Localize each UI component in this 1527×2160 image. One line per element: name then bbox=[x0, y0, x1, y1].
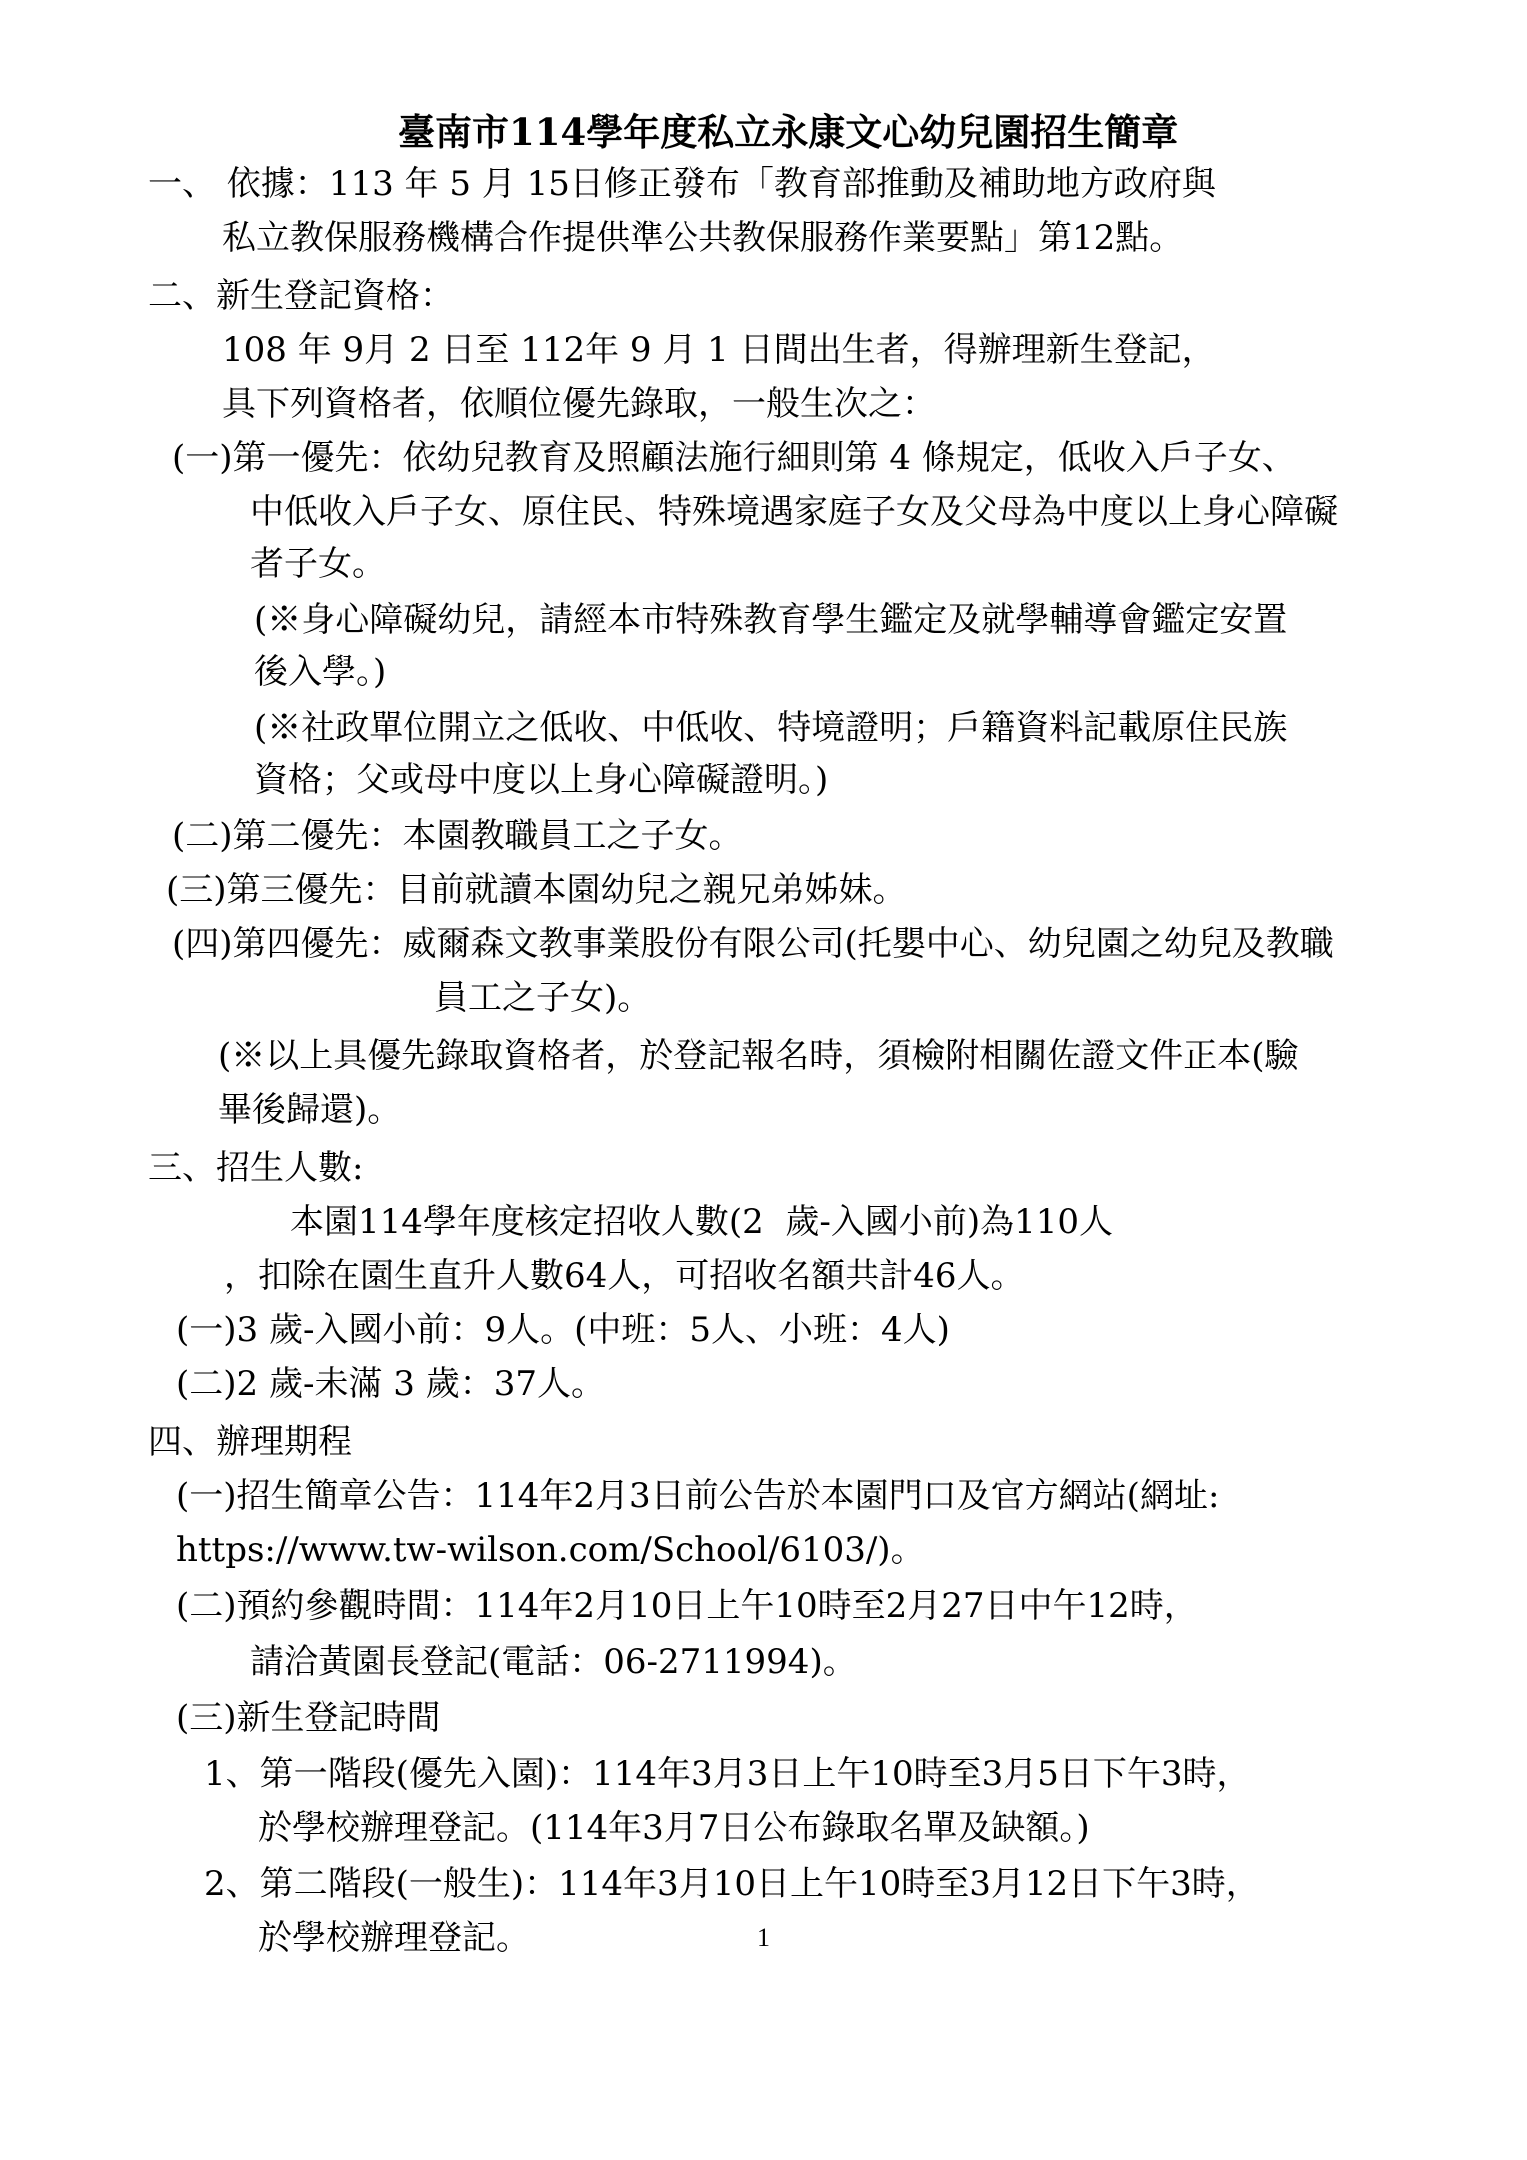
section-1-basis-cont: 私立教保服務機構合作提供準公共教保服務作業要點」第12點。 bbox=[222, 218, 1184, 258]
section-4-heading: 四、辦理期程 bbox=[148, 1422, 352, 1462]
schedule-announcement: (一)招生簡章公告：114年2月3日前公告於本園門口及官方網站(網址: bbox=[176, 1476, 1220, 1516]
registration-stage-1: 1、第一階段(優先入園)：114年3月3日上午10時至3月5日下午3時， bbox=[204, 1754, 1251, 1794]
priority-1-note-1-cont: 後入學。) bbox=[254, 652, 387, 692]
priority-documents-note: (※以上具優先錄取資格者，於登記報名時，須檢附相關佐證文件正本(驗 bbox=[218, 1036, 1299, 1076]
priority-1-cont: 中低收入戶子女、原住民、特殊境遇家庭子女及父母為中度以上身心障礙 bbox=[250, 492, 1338, 532]
enrollment-quota-cont: ，扣除在園生直升人數64人，可招收名額共計46人。 bbox=[224, 1256, 1025, 1296]
priority-4: (四)第四優先：威爾森文教事業股份有限公司(托嬰中心、幼兒園之幼兒及教職 bbox=[172, 924, 1334, 964]
priority-1-note-2-cont: 資格；父或母中度以上身心障礙證明。) bbox=[254, 760, 829, 800]
section-1-basis: 一、 依據：113 年 5 月 15日修正發布「教育部推動及補助地方政府與 bbox=[148, 164, 1216, 204]
registration-stage-1-cont: 於學校辦理登記。(114年3月7日公布錄取名單及缺額。) bbox=[258, 1808, 1090, 1848]
section-3-heading: 三、招生人數: bbox=[148, 1148, 364, 1188]
eligibility-priority-intro: 具下列資格者，依順位優先錄取，一般生次之： bbox=[222, 384, 936, 424]
schedule-visit-time: (二)預約參觀時間：114年2月10日上午10時至2月27日中午12時， bbox=[176, 1586, 1198, 1626]
priority-1-cont-2: 者子女。 bbox=[250, 544, 386, 584]
priority-1: (一)第一優先：依幼兒教育及照顧法施行細則第 4 條規定，低收入戶子女、 bbox=[172, 438, 1296, 478]
registration-stage-2: 2、第二階段(一般生)：114年3月10日上午10時至3月12日下午3時， bbox=[204, 1864, 1260, 1904]
priority-1-note-1: (※身心障礙幼兒，請經本市特殊教育學生鑑定及就學輔導會鑑定安置 bbox=[254, 600, 1288, 640]
priority-4-cont: 員工之子女)。 bbox=[434, 978, 652, 1018]
priority-3: (三)第三優先：目前就讀本園幼兒之親兄弟姊妹。 bbox=[166, 870, 907, 910]
document-title: 臺南市114學年度私立永康文心幼兒園招生簡章 bbox=[398, 110, 1179, 154]
schedule-visit-contact: 請洽黃園長登記(電話：06-2711994)。 bbox=[250, 1642, 857, 1682]
priority-2: (二)第二優先：本園教職員工之子女。 bbox=[172, 816, 743, 856]
priority-1-note-2: (※社政單位開立之低收、中低收、特境證明；戶籍資料記載原住民族 bbox=[254, 708, 1288, 748]
page-number: 1 bbox=[757, 1923, 770, 1952]
enrollment-quota: 本園114學年度核定招收人數(2 歲-入國小前)為110人 bbox=[290, 1202, 1114, 1242]
schedule-registration-heading: (三)新生登記時間 bbox=[176, 1698, 441, 1738]
section-2-heading: 二、新生登記資格： bbox=[148, 276, 454, 316]
quota-age-3: (一)3 歲-入國小前：9人。(中班：5人、小班：4人) bbox=[176, 1310, 950, 1350]
priority-documents-note-cont: 畢後歸還)。 bbox=[218, 1090, 402, 1130]
quota-age-2: (二)2 歲-未滿 3 歲：37人。 bbox=[176, 1364, 605, 1404]
schedule-website-url[interactable]: https://www.tw-wilson.com/School/6103/)。 bbox=[176, 1530, 925, 1570]
registration-stage-2-cont: 於學校辦理登記。 bbox=[258, 1918, 530, 1958]
eligibility-birthdates: 108 年 9月 2 日至 112年 9 月 1 日間出生者，得辦理新生登記， bbox=[222, 330, 1216, 370]
